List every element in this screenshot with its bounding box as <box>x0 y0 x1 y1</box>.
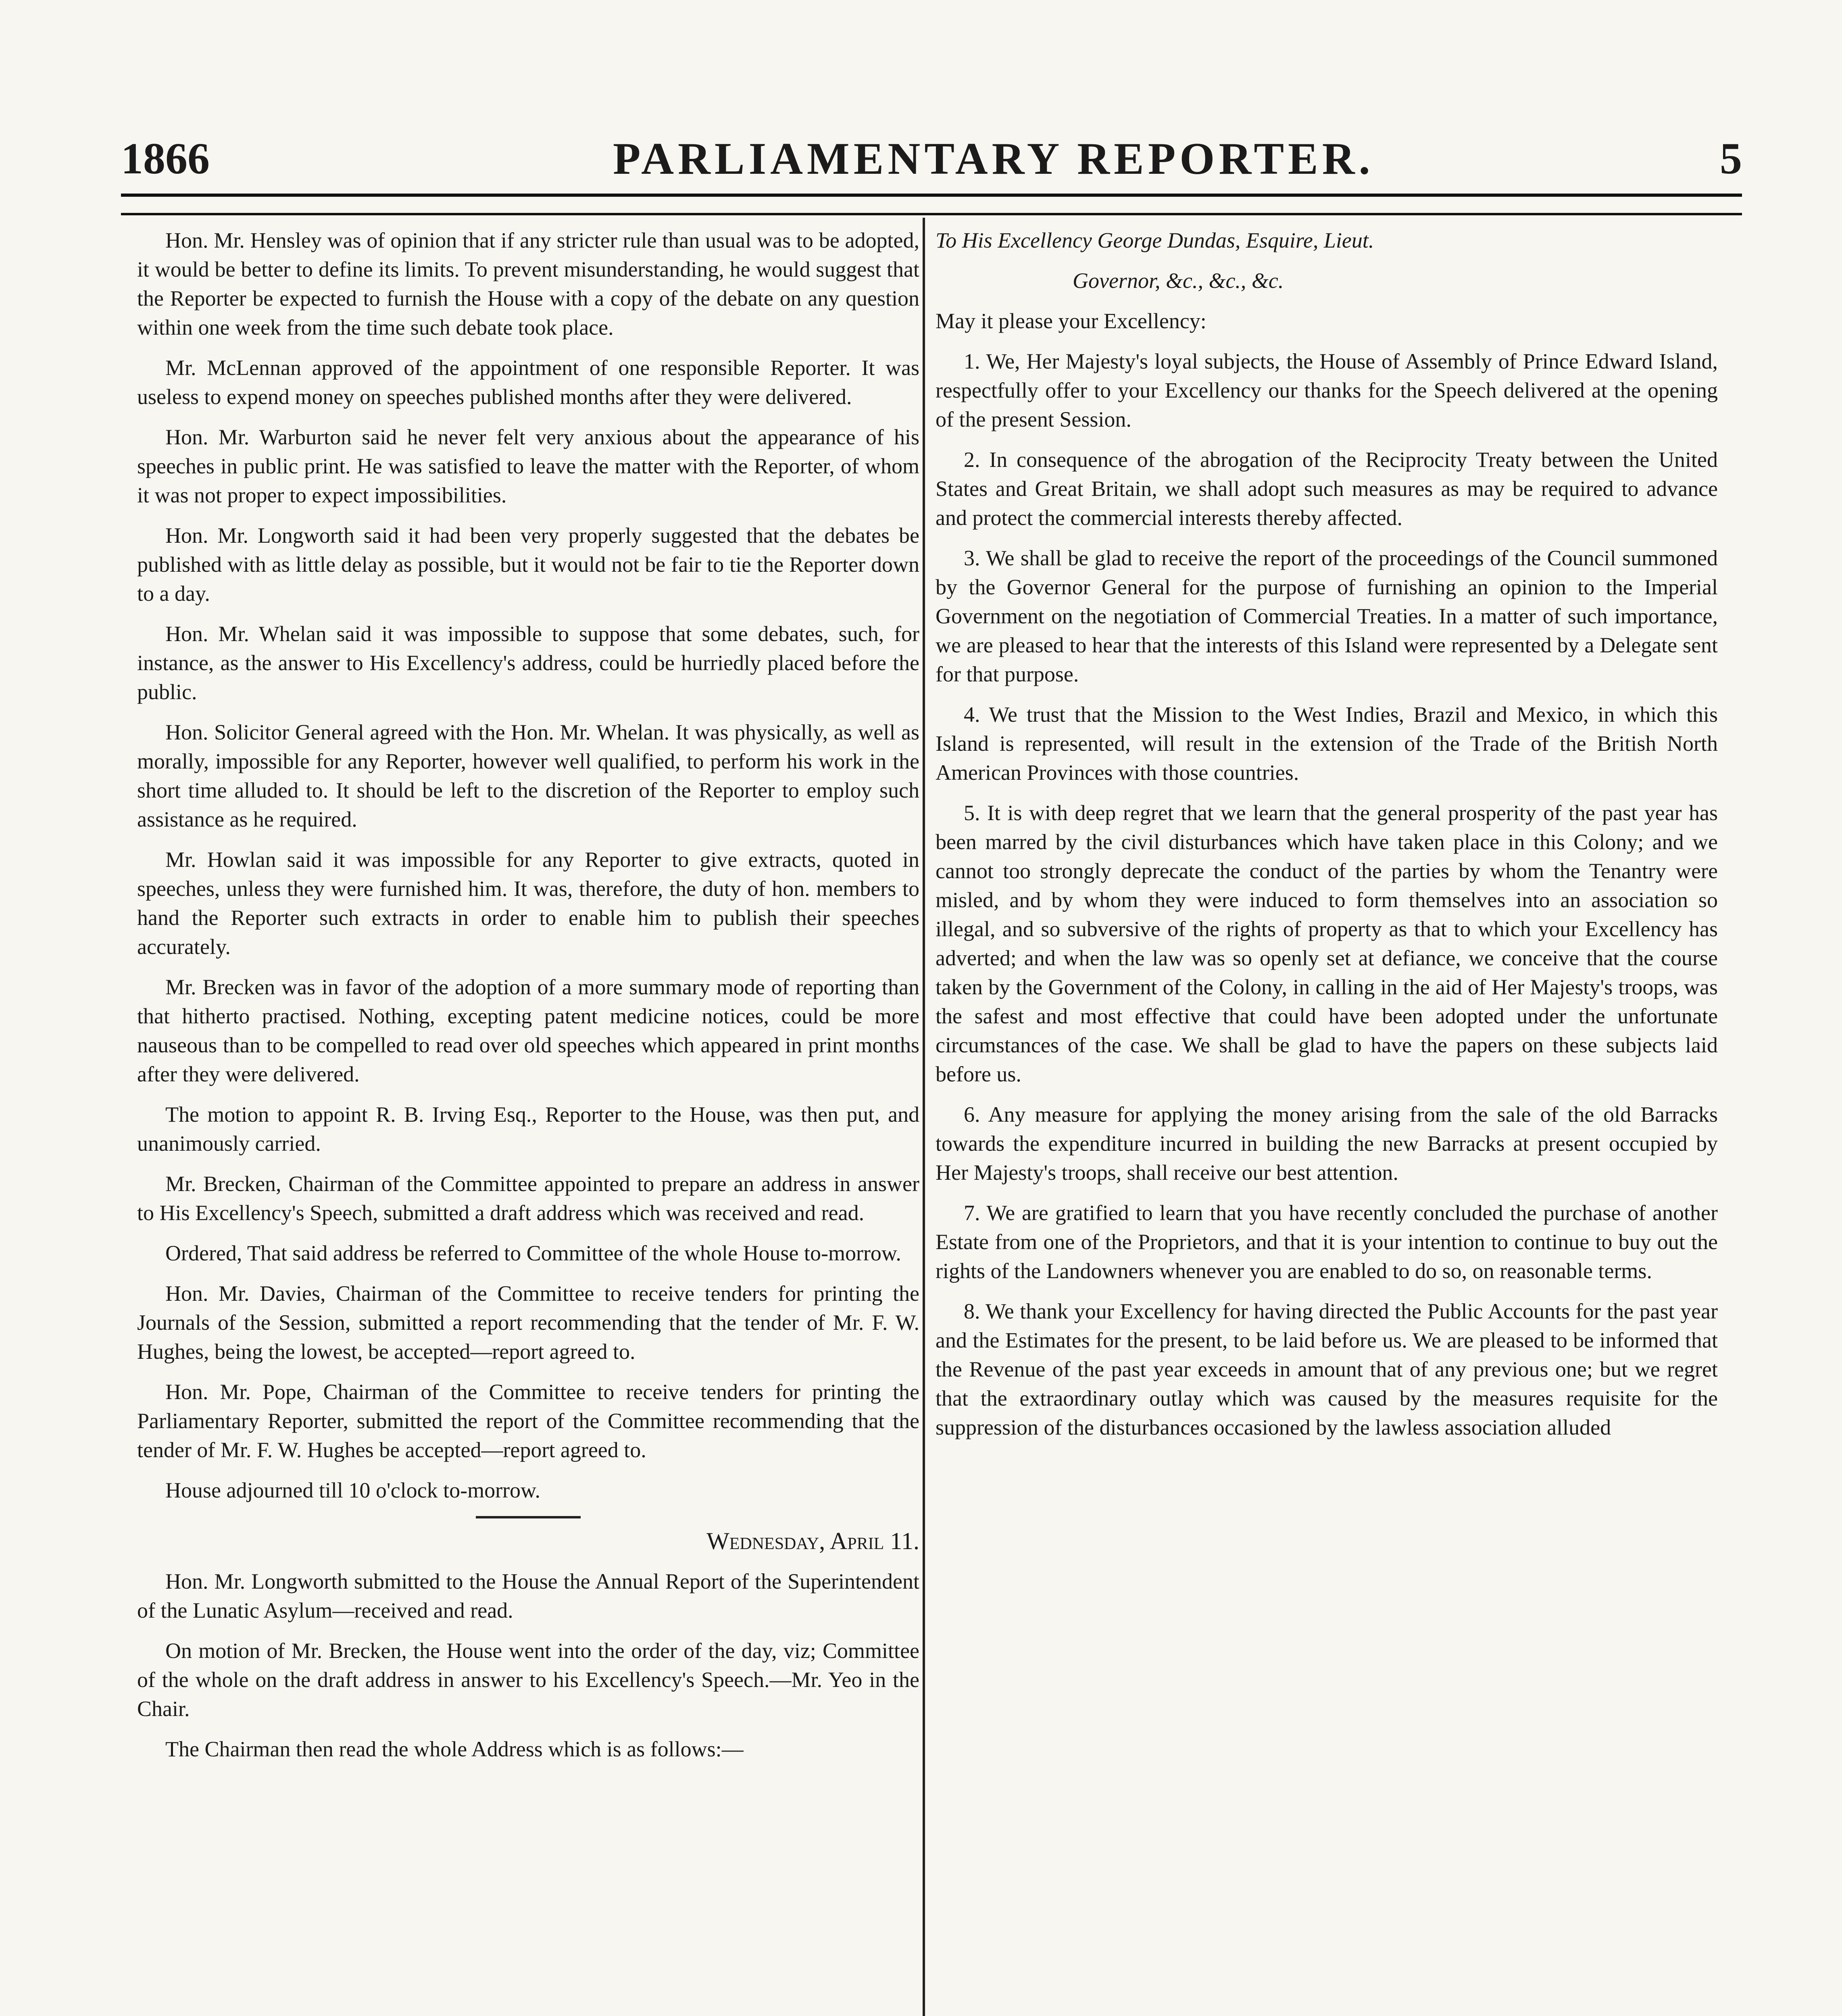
section-divider <box>476 1516 581 1518</box>
left-column <box>137 226 919 2016</box>
left-paragraph: Hon. Mr. Warburton said he never felt very anxious about the appearance of his speeches in public print. He was satisfied to leave the matter with the Reporter, of whom it was not proper to expect impossibilities. <box>137 425 919 507</box>
address-paragraph: 3. We shall be glad to receive the report of the proceedings of the Council summoned by the Governor General for the purpose of furnishing an opinion to the Imperial Government on the negotiation of Commercial Treaties. In a matter of such importance, we are pleased to hear that the interests of this Island were represented by a Delegate sent for that purpose. <box>936 546 1718 686</box>
right-column <box>936 226 1718 2016</box>
left-paragraph: Mr. Brecken was in favor of the adoption of a more summary mode of reporting than that hitherto practised. Nothing, excepting patent medicine notices, could be more nauseous than to be compelled to read over old speeches which appeared in print months after they were delivered. <box>137 975 919 1086</box>
address-paragraph: 4. We trust that the Mission to the West Indies, Brazil and Mexico, in which this Island is represented, will result in the extension of the Trade of the British North American Provinces with those countries. <box>936 702 1718 785</box>
left-paragraph: Hon. Solicitor General agreed with the Hon. Mr. Whelan. It was physically, as well as morally, impossible for any Reporter, however well qualified, to perform his work in the short time alluded to. It should be left to the discretion of the Reporter to employ such assistance as he required. <box>137 720 919 831</box>
address-recipient <box>936 226 1718 255</box>
date-heading: Wednesday, April 11. <box>706 1528 919 1554</box>
header-rule <box>121 194 1742 215</box>
left-paragraph: The Chairman then read the whole Address which is as follows:— <box>165 1737 744 1761</box>
left-paragraph: Mr. Brecken, Chairman of the Committee appointed to prepare an address in answer to His Excellency's Speech, submitted a draft address which was received and read. <box>137 1172 919 1225</box>
address-recipient-line1: To His Excellency George Dundas, Esquire, Lieut. <box>936 228 1374 252</box>
left-paragraph: Mr. Howlan said it was impossible for any Reporter to give extracts, quoted in speeches, unless they were furnished him. It was, therefore, the duty of hon. members to hand the Reporter such extracts in order to enable him to publish their speeches accurately. <box>137 848 919 959</box>
left-paragraph: Hon. Mr. Davies, Chairman of the Committee to receive tenders for printing the Journals of the Session, submitted a report recommending that the tender of Mr. F. W. Hughes, being the lowest, be accepted—report agreed to. <box>137 1281 919 1364</box>
page-header <box>121 133 1742 202</box>
header-year: 1866 <box>121 134 210 183</box>
left-paragraph: Ordered, That said address be referred to Committee of the whole House to-morrow. <box>165 1241 901 1265</box>
header-title: PARLIAMENTARY REPORTER. <box>613 134 1374 184</box>
left-paragraph: House adjourned till 10 o'clock to-morrow. <box>165 1478 541 1502</box>
left-paragraph: Hon. Mr. Longworth submitted to the House the Annual Report of the Superintendent of the Lunatic Asylum—received and read. <box>137 1569 919 1622</box>
address-paragraph: 8. We thank your Excellency for having directed the Public Accounts for the past year and the Estimates for the present, to be laid before us. We are pleased to be informed that the Revenue of the past year exceeds in amount that of any previous one; but we regret that the extraordinary outlay which was caused by the measures requisite for the suppression of the disturbances occasioned by the lawless association alluded <box>936 1299 1718 1439</box>
left-paragraph: Hon. Mr. Whelan said it was impossible to suppose that some debates, such, for instance, as the answer to His Excellency's address, could be hurriedly placed before the public. <box>137 622 919 704</box>
left-paragraph: On motion of Mr. Brecken, the House went into the order of the day, viz; Committee of the whole on the draft address in answer to his Excellency's Speech.—Mr. Yeo in the Chair. <box>137 1639 919 1721</box>
left-paragraph: Hon. Mr. Longworth said it had been very properly suggested that the debates be published with as little delay as possible, but it would not be fair to tie the Reporter down to a day. <box>137 523 919 606</box>
left-paragraph: The motion to appoint R. B. Irving Esq., Reporter to the House, was then put, and unanimously carried. <box>137 1102 919 1156</box>
address-paragraph: 1. We, Her Majesty's loyal subjects, the House of Assembly of Prince Edward Island, respectfully offer to your Excellency our thanks for the Speech delivered at the opening of the present Session. <box>936 349 1718 431</box>
address-paragraph: 6. Any measure for applying the money arising from the sale of the old Barracks towards the expenditure incurred in building the new Barracks at present occupied by Her Majesty's troops, shall receive our best attention. <box>936 1102 1718 1185</box>
address-paragraph: 2. In consequence of the abrogation of the Reciprocity Treaty between the United States and Great Britain, we shall adopt such measures as may be required to advance and protect the commercial interests thereby affected. <box>936 448 1718 530</box>
address-recipient-line2: Governor, &c., &c., &c. <box>1073 269 1284 293</box>
address-recipient-title <box>936 266 1718 295</box>
address-paragraph: 5. It is with deep regret that we learn that the general prosperity of the past year has been marred by the civil disturbances which have taken place in this Colony; and we cannot too strongly deprecate the conduct of the parties by whom the Tenantry were misled, and by whom they were induced to form themselves into an association so illegal, and so subversive of the rights of property as that to which your Excellency has adverted; and when the law was so openly set at defiance, we conceive that the course taken by the Government of the Colony, in calling in the aid of Her Majesty's troops, was the safest and most effective that could have been adopted under the unfortunate circumstances of the case. We shall be glad to have the papers on these subjects laid before us. <box>936 801 1718 1086</box>
column-divider <box>923 218 925 2016</box>
left-paragraph: Hon. Mr. Pope, Chairman of the Committee to receive tenders for printing the Parliamentary Reporter, submitted the report of the Committee recommending that the tender of Mr. F. W. Hughes be accepted—report agreed to. <box>137 1380 919 1462</box>
address-paragraph: 7. We are gratified to learn that you have recently concluded the purchase of another Estate from one of the Proprietors, and that it is your intention to continue to buy out the rights of the Landowners whenever you are enabled to do so, on reasonable terms. <box>936 1201 1718 1283</box>
left-paragraph: Mr. McLennan approved of the appointment of one responsible Reporter. It was useless to expend money on speeches published months after they were delivered. <box>137 356 919 409</box>
address-salutation: May it please your Excellency: <box>936 309 1206 333</box>
left-paragraph: Hon. Mr. Hensley was of opinion that if any stricter rule than usual was to be adopted, it would be better to define its limits. To prevent misunderstanding, he would suggest that the Reporter be expected to furnish the House with a copy of the debate on any question within one week from the time such debate took place. <box>137 228 919 339</box>
header-page-number: 5 <box>1720 134 1742 183</box>
